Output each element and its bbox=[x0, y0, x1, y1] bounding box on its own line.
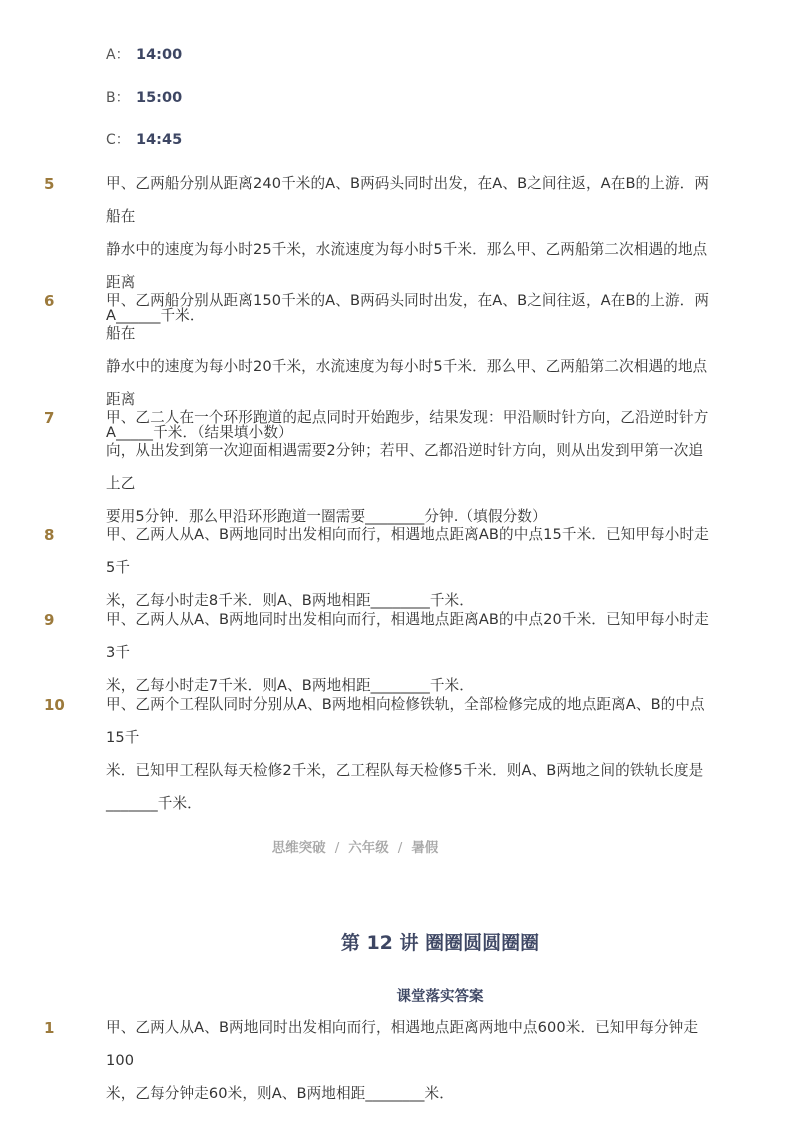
option-a bbox=[106, 45, 182, 65]
footer-series: 思维突破 bbox=[271, 840, 326, 856]
option-value: 14:00 bbox=[136, 47, 183, 63]
question-line: 甲、乙两个工程队同时分别从A、B两地相向检修铁轨，全部检修完成的地点距离A、B的中点15千 bbox=[106, 696, 705, 746]
question-text bbox=[106, 1011, 712, 1110]
question-line: 米，乙每分钟走60米，则A、B两地相距________米． bbox=[106, 1085, 454, 1102]
question-line: 甲、乙两人从A、B两地同时出发相向而行，相遇地点距离两地中点600米．已知甲每分钟走100 bbox=[106, 1019, 699, 1069]
question-line: 米，乙每小时走8千米．则A、B两地相距________千米． bbox=[106, 592, 474, 609]
question-line: A_____千米．（结果填小数） bbox=[106, 424, 293, 441]
question-line: 向，从出发到第一次迎面相遇需要2分钟；若甲、乙都沿逆时针方向，则从出发到甲第一次追上乙 bbox=[106, 442, 704, 492]
question-line: 米，乙每小时走7千米．则A、B两地相距________千米． bbox=[106, 677, 474, 694]
question-number: 6 bbox=[44, 292, 55, 310]
footer-separator: / bbox=[334, 840, 340, 856]
section-title: 课堂落实答案 bbox=[396, 989, 484, 1005]
question-text bbox=[106, 688, 712, 820]
question-number: 8 bbox=[44, 526, 55, 544]
question-line: 甲、乙二人在一个环形跑道的起点同时开始跑步，结果发现：甲沿顺时针方向，乙沿逆时针方 bbox=[106, 409, 709, 426]
option-letter: B： bbox=[106, 90, 130, 106]
question-number: 10 bbox=[44, 696, 65, 714]
question-line: 甲、乙两人从A、B两地同时出发相向而行，相遇地点距离AB的中点15千米．已知甲每小时走5千 bbox=[106, 526, 709, 576]
question-number: 9 bbox=[44, 611, 55, 629]
question-text bbox=[106, 401, 712, 533]
question-line: 甲、乙两人从A、B两地同时出发相向而行，相遇地点距离AB的中点20千米．已知甲每小时走3千 bbox=[106, 611, 709, 661]
question-line: 米．已知甲工程队每天检修2千米，乙工程队每天检修5千米．则A、B两地之间的铁轨长度是 bbox=[106, 762, 704, 779]
option-b bbox=[106, 88, 182, 108]
question-line: A______千米． bbox=[106, 307, 205, 324]
question-number: 1 bbox=[44, 1019, 55, 1037]
option-value: 15:00 bbox=[136, 90, 183, 106]
question-line: _______千米． bbox=[106, 795, 202, 812]
footer-separator: / bbox=[397, 840, 403, 856]
question-number: 5 bbox=[44, 175, 55, 193]
option-letter: A： bbox=[106, 47, 130, 63]
question-line: 要用5分钟．那么甲沿环形跑道一圈需要________分钟.（填假分数） bbox=[106, 508, 547, 525]
page-footer bbox=[0, 836, 710, 856]
question-line: 静水中的速度为每小时20千米，水流速度为每小时5千米．那么甲、乙两船第二次相遇的地点距离 bbox=[106, 358, 708, 408]
lecture-title: 第 12 讲 圈圈圆圆圈圈 bbox=[340, 932, 540, 954]
question-line: 静水中的速度为每小时25千米，水流速度为每小时5千米．那么甲、乙两船第二次相遇的地点距离 bbox=[106, 241, 708, 291]
option-letter: C： bbox=[106, 132, 130, 148]
footer-term: 暑假 bbox=[411, 840, 439, 856]
option-value: 14:45 bbox=[136, 132, 183, 148]
question-line: 甲、乙两船分别从距离150千米的A、B两码头同时出发，在A、B之间往返，A在B的上游．两船在 bbox=[106, 292, 710, 342]
option-c bbox=[106, 130, 182, 150]
question-line: 甲、乙两船分别从距离240千米的A、B两码头同时出发，在A、B之间往返，A在B的上游．两船在 bbox=[106, 175, 710, 225]
question-number: 7 bbox=[44, 409, 55, 427]
footer-grade: 六年级 bbox=[348, 840, 389, 856]
